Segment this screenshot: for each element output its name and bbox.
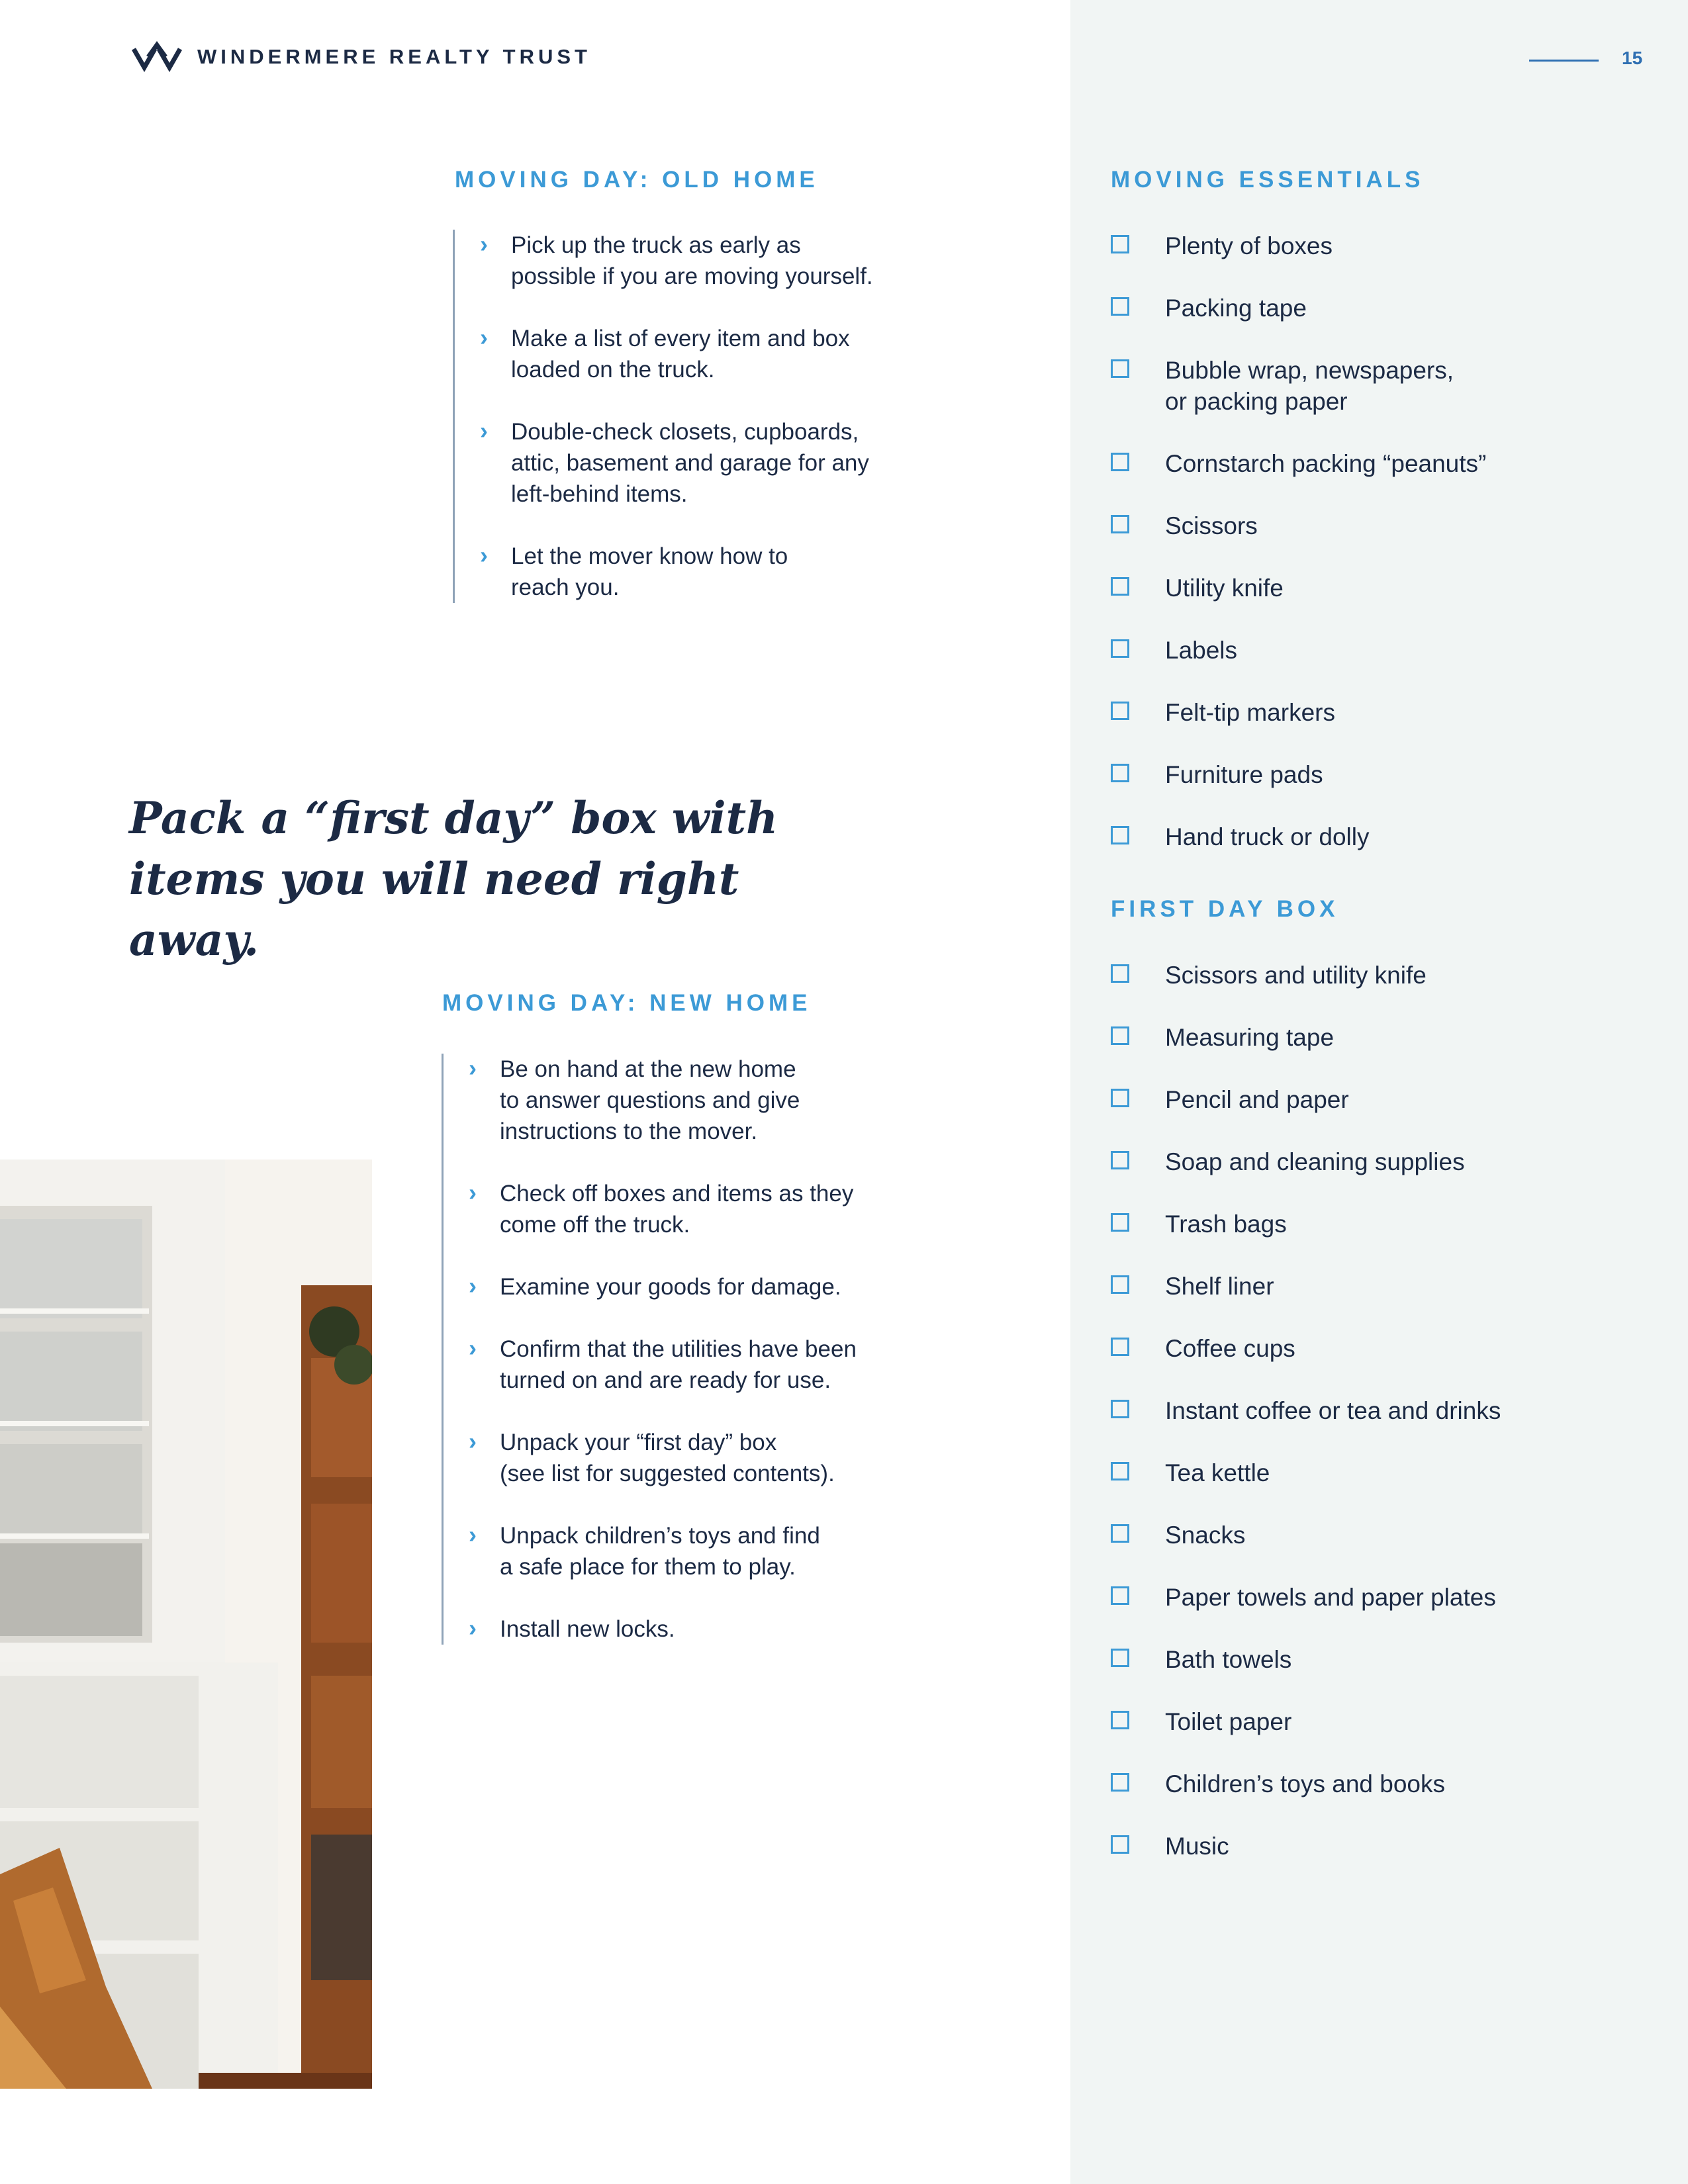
checkbox[interactable] xyxy=(1111,1151,1129,1169)
checklist-item xyxy=(1111,1520,1654,1551)
new-home-heading: MOVING DAY: NEW HOME xyxy=(442,990,812,1016)
checklist-text: Scissors and utility knife xyxy=(1165,962,1427,989)
checklist-item xyxy=(1111,1706,1654,1737)
first-day-box-heading: FIRST DAY BOX xyxy=(1111,896,1339,922)
checklist-item xyxy=(1111,1208,1654,1240)
checklist-item xyxy=(1111,1146,1654,1177)
bullet-text: Pick up the truck as early as possible if you are moving yourself. xyxy=(511,232,873,289)
checklist-item xyxy=(1111,1271,1654,1302)
checkbox[interactable] xyxy=(1111,1400,1129,1418)
checkbox[interactable] xyxy=(1111,964,1129,983)
bullet-text: Confirm that the utilities have been turned on and are ready for use. xyxy=(500,1336,857,1393)
essentials-checklist xyxy=(1111,230,1654,884)
checkbox[interactable] xyxy=(1111,1524,1129,1543)
windermere-w-logo-icon xyxy=(131,41,183,73)
checklist-text: Hand truck or dolly xyxy=(1165,823,1370,850)
checklist-text: Scissors xyxy=(1165,512,1258,539)
bullet-item xyxy=(444,1614,857,1645)
chevron-right-icon: › xyxy=(480,230,488,257)
chevron-right-icon: › xyxy=(469,1272,477,1299)
bullet-text: Unpack your “first day” box (see list for suggested contents). xyxy=(500,1430,835,1486)
checklist-item xyxy=(1111,1457,1654,1488)
checklist-text: Children’s toys and books xyxy=(1165,1770,1446,1797)
chevron-right-icon: › xyxy=(480,541,488,569)
checklist-text: Trash bags xyxy=(1165,1210,1287,1238)
page-number: 15 xyxy=(1622,48,1643,68)
bullet-text: Check off boxes and items as they come off the truck. xyxy=(500,1181,854,1238)
bullet-text: Make a list of every item and box loaded on the truck. xyxy=(511,326,850,383)
bullet-item xyxy=(444,1334,857,1396)
bullet-item xyxy=(455,230,873,292)
checklist-text: Instant coffee or tea and drinks xyxy=(1165,1397,1501,1424)
bullet-item xyxy=(455,416,873,510)
checkbox[interactable] xyxy=(1111,1089,1129,1107)
checklist-item xyxy=(1111,759,1654,790)
checklist-item xyxy=(1111,1395,1654,1426)
checkbox[interactable] xyxy=(1111,1462,1129,1480)
checklist-item xyxy=(1111,1084,1654,1115)
checklist-item xyxy=(1111,960,1654,991)
checklist-text: Music xyxy=(1165,1833,1229,1860)
checkbox[interactable] xyxy=(1111,297,1129,316)
checklist-text: Measuring tape xyxy=(1165,1024,1335,1051)
chevron-right-icon: › xyxy=(469,1054,477,1081)
old-home-list xyxy=(453,230,873,603)
bullet-text: Let the mover know how to reach you. xyxy=(511,543,788,600)
bullet-item xyxy=(444,1520,857,1582)
bullet-item xyxy=(444,1271,857,1302)
page-number-rule xyxy=(1529,60,1599,62)
checklist-item xyxy=(1111,572,1654,604)
checklist-item xyxy=(1111,821,1654,852)
checkbox[interactable] xyxy=(1111,826,1129,844)
bullet-item xyxy=(444,1427,857,1489)
checkbox[interactable] xyxy=(1111,1026,1129,1045)
bullet-item xyxy=(455,323,873,385)
checklist-text: Cornstarch packing “peanuts” xyxy=(1165,450,1487,477)
chevron-right-icon: › xyxy=(480,324,488,351)
new-home-list xyxy=(442,1054,857,1645)
chevron-right-icon: › xyxy=(469,1179,477,1206)
chevron-right-icon: › xyxy=(469,1428,477,1455)
checkbox[interactable] xyxy=(1111,1711,1129,1729)
checklist-text: Toilet paper xyxy=(1165,1708,1292,1735)
checklist-text: Tea kettle xyxy=(1165,1459,1270,1486)
chevron-right-icon: › xyxy=(469,1521,477,1548)
checklist-text: Packing tape xyxy=(1165,295,1307,322)
checkbox[interactable] xyxy=(1111,639,1129,658)
chevron-right-icon: › xyxy=(469,1334,477,1361)
checklist-text: Bath towels xyxy=(1165,1646,1292,1673)
checklist-text: Labels xyxy=(1165,637,1238,664)
checkbox[interactable] xyxy=(1111,1275,1129,1294)
brand-header xyxy=(131,41,591,73)
pull-quote-text: Pack a “first day” box with items you will need right away. xyxy=(129,792,778,966)
checklist-text: Pencil and paper xyxy=(1165,1086,1349,1113)
checklist-item xyxy=(1111,448,1654,479)
checklist-text: Shelf liner xyxy=(1165,1273,1274,1300)
bullet-text: Be on hand at the new home to answer questions and give instructions to the mover. xyxy=(500,1056,800,1144)
chevron-right-icon: › xyxy=(480,417,488,444)
checklist-item xyxy=(1111,1644,1654,1675)
checklist-item xyxy=(1111,510,1654,541)
chevron-right-icon: › xyxy=(469,1614,477,1641)
dining-room-photo xyxy=(0,1160,372,2089)
dining-room-image xyxy=(0,1160,372,2089)
bullet-item xyxy=(444,1178,857,1240)
checkbox[interactable] xyxy=(1111,515,1129,533)
checklist-item xyxy=(1111,230,1654,261)
old-home-heading: MOVING DAY: OLD HOME xyxy=(455,167,819,193)
checklist-item xyxy=(1111,1831,1654,1862)
bullet-text: Double-check closets, cupboards, attic, basement and garage for any left-behind items. xyxy=(511,419,869,507)
checkbox[interactable] xyxy=(1111,1773,1129,1792)
essentials-heading: MOVING ESSENTIALS xyxy=(1111,167,1425,193)
checkbox[interactable] xyxy=(1111,1338,1129,1356)
checklist-item xyxy=(1111,697,1654,728)
checklist-text: Paper towels and paper plates xyxy=(1165,1584,1496,1611)
checklist-text: Coffee cups xyxy=(1165,1335,1295,1362)
checklist-item xyxy=(1111,293,1654,324)
checkbox[interactable] xyxy=(1111,702,1129,720)
checklist-text: Felt-tip markers xyxy=(1165,699,1335,726)
bullet-text: Install new locks. xyxy=(500,1616,675,1642)
checkbox[interactable] xyxy=(1111,453,1129,471)
first-day-box-checklist xyxy=(1111,960,1654,1893)
checklist-item xyxy=(1111,1022,1654,1053)
pull-quote xyxy=(129,788,824,970)
checkbox[interactable] xyxy=(1111,1835,1129,1854)
checkbox[interactable] xyxy=(1111,1586,1129,1605)
checklist-item xyxy=(1111,1768,1654,1799)
checkbox[interactable] xyxy=(1111,764,1129,782)
bullet-text: Unpack children’s toys and find a safe place for them to play. xyxy=(500,1523,820,1580)
bullet-text: Examine your goods for damage. xyxy=(500,1274,841,1300)
checklist-item xyxy=(1111,1333,1654,1364)
brand-name: WINDERMERE REALTY TRUST xyxy=(197,45,591,68)
checklist-item xyxy=(1111,355,1654,417)
checklist-text: Soap and cleaning supplies xyxy=(1165,1148,1465,1175)
checkbox[interactable] xyxy=(1111,1649,1129,1667)
checklist-text: Snacks xyxy=(1165,1522,1246,1549)
bullet-item xyxy=(444,1054,857,1147)
checklist-text: Utility knife xyxy=(1165,574,1284,602)
checkbox[interactable] xyxy=(1111,235,1129,253)
checklist-text: Furniture pads xyxy=(1165,761,1323,788)
checkbox[interactable] xyxy=(1111,1213,1129,1232)
checkbox[interactable] xyxy=(1111,577,1129,596)
checklist-text: Bubble wrap, newspapers, or packing paper xyxy=(1165,357,1454,415)
checkbox[interactable] xyxy=(1111,359,1129,378)
checklist-item xyxy=(1111,635,1654,666)
bullet-item xyxy=(455,541,873,603)
checklist-item xyxy=(1111,1582,1654,1613)
checklist-text: Plenty of boxes xyxy=(1165,232,1333,259)
